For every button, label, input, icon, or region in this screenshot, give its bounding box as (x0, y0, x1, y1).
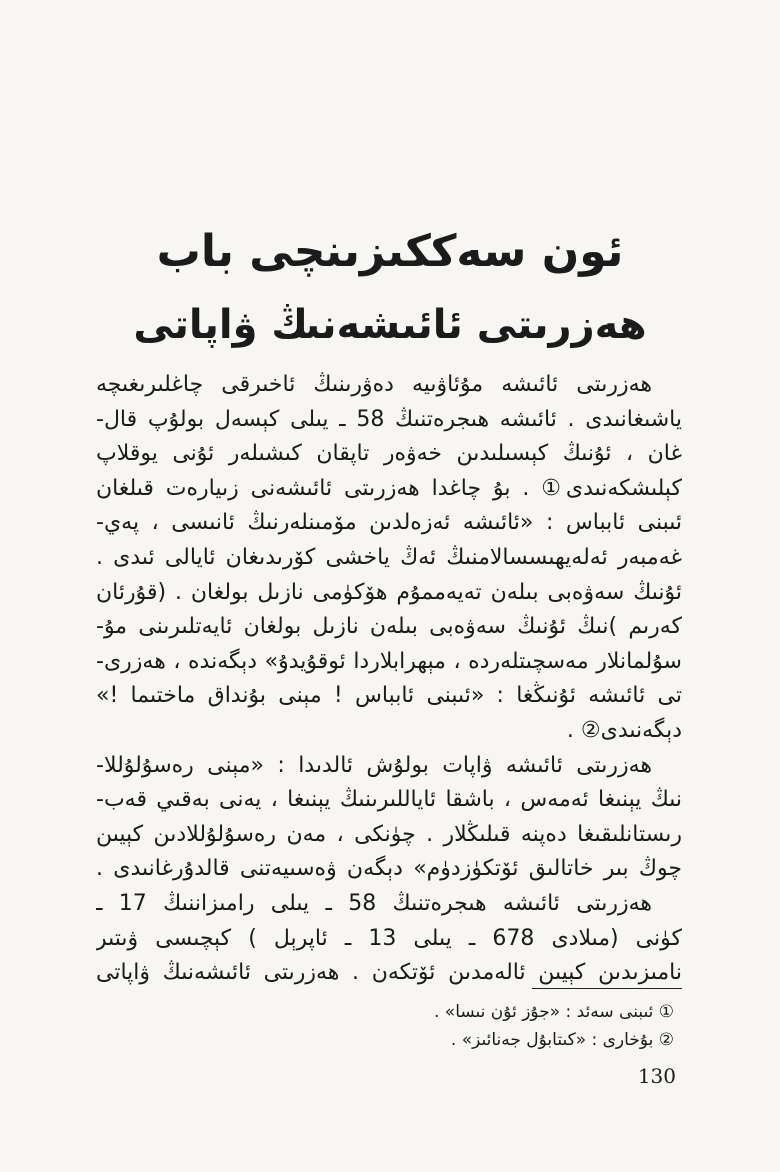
section-title: ھەزرىتى ئائىشەنىڭ ۋاپاتى (133, 302, 647, 348)
body-line: كۈنى (مىلادى 678 ـ يىلى 13 ـ ئاپرېل ) كېچىسى ۋىتىر (96, 925, 682, 951)
chapter-title: ئون سەككىزىنچى باب (156, 226, 624, 277)
body-line: دېگەنىدى② . (566, 717, 682, 743)
body-line: ئۇنىڭ سەۋەبى بىلەن تەيەممۇم ھۆكۈمى نازىل بولغان . (قۇرئان (96, 579, 682, 605)
footnote-2: ② بۇخارى : «كىتابۇل جەنائىز» . (450, 1030, 674, 1050)
body-line: تى ئائىشە ئۇنىڭغا : «ئىبنى ئابباس ! مېنى بۇنداق ماختىما !» (96, 683, 682, 709)
body-line: ھەزرىتى ئائىشە مۇئاۋىيە دەۋرىنىڭ ئاخىرقى چاغلىرىغىچە (96, 372, 652, 397)
body-line: ھەزرىتى ئائىشە ھىجرەتنىڭ 58 ـ يىلى رامىزاننىڭ 17 ـ (96, 890, 652, 916)
body-line: ئىبنى ئابباس : «ئائىشە ئەزەلدىن مۆمىنلەرنىڭ ئانىسى ، پەي- (96, 510, 682, 536)
body-line: چوڭ بىر خاتالىق ئۆتكۈزدۈم» دېگەن ۋەسىيەتنى قالدۇرغانىدى . (96, 856, 682, 882)
body-line: غەمبەر ئەلەيھىسسالامنىڭ ئەڭ ياخشى كۆرىدىغان ئايالى ئىدى . (96, 544, 682, 570)
footnote-divider (532, 988, 682, 989)
page-number: 130 (637, 1064, 676, 1088)
body-text (96, 368, 682, 991)
body-line: كېلىشكەنىدى① . بۇ چاغدا ھەزرىتى ئائىشەنى زىيارەت قىلغان (96, 475, 682, 501)
body-line: سۇلمانلار مەسچىتلەردە ، مېھرابلاردا ئوقۇيدۇ» دېگەندە ، ھەزرى- (96, 648, 682, 674)
body-line: كەرىم )نىڭ ئۇنىڭ سەۋەبى بىلەن نازىل بولغان ئايەتلىرىنى مۇ- (96, 614, 682, 640)
body-line: نىڭ يېنىغا ئەمەس ، باشقا ئاياللىرىنىڭ يېنىغا ، يەنى بەقىي قەب- (96, 787, 682, 813)
footnote-1: ① ئىبنى سەئد : «جۇز ئۇن نىسا» . (433, 1002, 674, 1022)
body-line: ياشىغانىدى . ئائىشە ھىجرەتنىڭ 58 ـ يىلى كېسەل بولۇپ قال- (96, 406, 682, 432)
body-line: ھەزرىتى ئائىشە ۋاپات بولۇش ئالدىدا : «مېنى رەسۇلۇللا- (96, 752, 652, 778)
body-line: نامىزىدىن كېيىن ئالەمدىن ئۆتكەن . ھەزرىتى ئائىشەنىڭ ۋاپاتى (96, 960, 682, 986)
body-line: غان ، ئۇنىڭ كېسىلىدىن خەۋەر تاپقان كىشىلەر ئۇنى يوقلاپ (96, 441, 682, 467)
body-line: رىستانلىقىغا دەپنە قىلىڭلار . چۈنكى ، مەن رەسۇلۇللادىن كېيىن (96, 821, 682, 847)
